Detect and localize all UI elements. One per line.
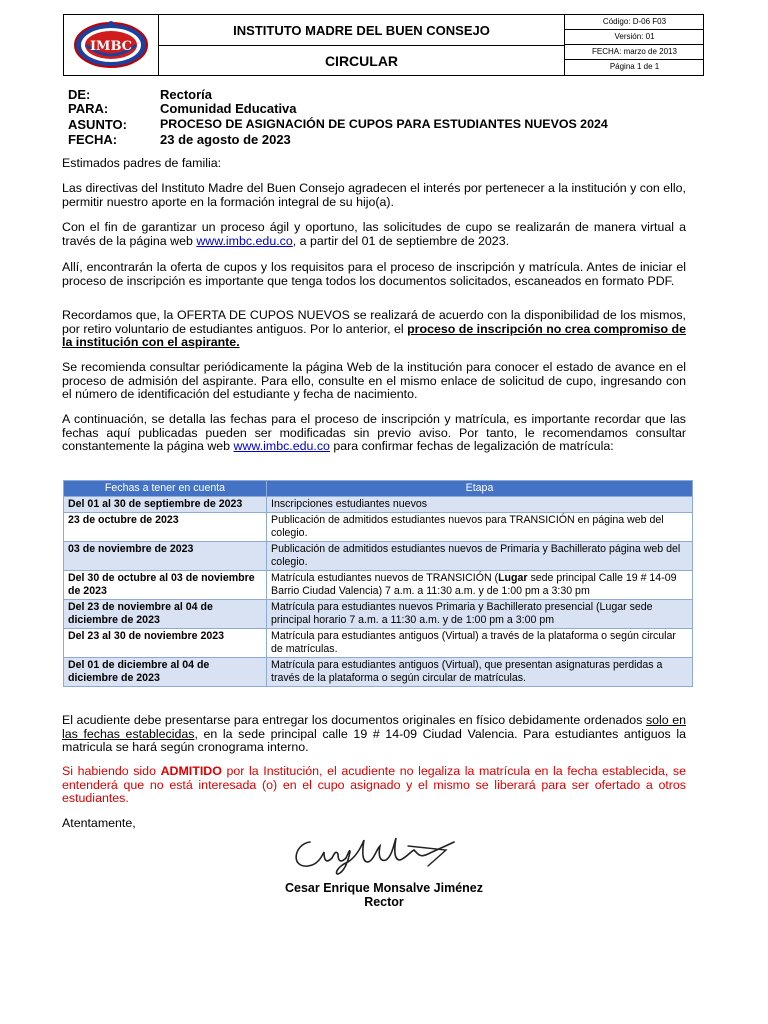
- table-row: [64, 658, 693, 687]
- paragraph-7-underline: solo en las fechas establecidas: [62, 713, 686, 741]
- row-stage: Matrícula para estudiantes nuevos Primaria y Bachillerato presencial (Lugar sede principal horario 7 a.m. a 11:30 a.m. y de 1:00 pm a 3:00 pm: [267, 600, 693, 629]
- doc-page: Página 1 de 1: [609, 62, 660, 71]
- paragraph-4-emphasis: proceso de inscripción no crea compromiso de la institución con el aspirante.: [62, 321, 686, 350]
- row-stage-text-end: sede principal Calle 19 # 14-09 Barrio Ciudad Valencia) 7 a.m. a 11:30 a.m. y de 1:00 pm a 3:30 pm: [271, 572, 677, 597]
- closing: Atentamente,: [62, 816, 136, 830]
- paragraph-4: [62, 309, 686, 350]
- memo-asunto-value: PROCESO DE ASIGNACIÓN DE CUPOS PARA ESTUDIANTES NUEVOS 2024: [160, 117, 608, 131]
- row-stage: Matrícula para estudiantes antiguos (Virtual) a través de la plataforma o según circular de matrículas.: [267, 629, 693, 658]
- row-stage-text: Matrícula estudiantes nuevos de TRANSICIÓN (: [271, 572, 499, 584]
- signer-title: Rector: [364, 895, 404, 909]
- table-row: [64, 542, 693, 571]
- memo-para-label: PARA:: [68, 101, 109, 116]
- logo-cell: [64, 15, 159, 75]
- row-date: Del 23 de noviembre al 04 de diciembre de 2023: [64, 600, 267, 629]
- row-date: 23 de octubre de 2023: [64, 513, 267, 542]
- table-row: [64, 513, 693, 542]
- greeting: Estimados padres de familia:: [62, 156, 222, 170]
- row-date: Del 30 de octubre al 03 de noviembre de 2023: [64, 571, 267, 600]
- website-link[interactable]: www.imbc.edu.co: [196, 233, 293, 248]
- paragraph-1: Las directivas del Instituto Madre del Buen Consejo agradecen el interés por pertenecer a la institución y con ello, permitir nuestro aporte en la formación integral de su hijo(a).: [62, 181, 686, 209]
- column-header-dates: Fechas a tener en cuenta: [64, 481, 267, 497]
- paragraph-8-warning: [62, 765, 686, 806]
- handwritten-signature: [288, 828, 458, 880]
- memo-fecha-label: FECHA:: [68, 132, 118, 147]
- document-type: CIRCULAR: [324, 53, 399, 69]
- paragraph-3: Allí, encontrarán la oferta de cupos y los requisitos para el proceso de inscripción y matrícula. Antes de iniciar el proceso de inscripción es importante que tenga todos los documentos solicitados, escaneados en formato PDF.: [62, 260, 686, 288]
- table-row: [64, 600, 693, 629]
- row-date: Del 01 de diciembre al 04 de diciembre de 2023: [64, 658, 267, 687]
- memo-asunto-label: ASUNTO:: [68, 117, 127, 132]
- paragraph-6: [62, 413, 686, 454]
- paragraph-8-emphasis: ADMITIDO: [160, 764, 222, 778]
- table-row: [64, 629, 693, 658]
- paragraph-6-text: A continuación, se detalla las fechas para el proceso de inscripción y matrícula, es importante recordar que las fechas aquí publicadas pueden ser modificadas sin previo aviso. Por tanto, le recomendamos consultar constantemente la página web: [62, 412, 686, 454]
- document-header: [63, 14, 704, 76]
- doc-code: Código: D-06 F03: [565, 15, 704, 30]
- row-stage-bold: Lugar: [498, 572, 528, 584]
- paragraph-8-text: Si habiendo sido: [62, 764, 161, 778]
- memo-para-value: Comunidad Educativa: [160, 101, 297, 116]
- row-date: 03 de noviembre de 2023: [64, 542, 267, 571]
- signer-name: Cesar Enrique Monsalve Jiménez: [285, 881, 483, 895]
- row-stage: Matrícula para estudiantes antiguos (Virtual), que presentan asignaturas perdidas a través de la plataforma o según circular de matrículas.: [267, 658, 693, 687]
- paragraph-7-end: , en la sede principal calle 19 # 14-09 Ciudad Valencia. Para estudiantes antiguos la matricula se hará según cronograma interno.: [62, 726, 686, 755]
- paragraph-8-end: por la Institución, el acudiente no legaliza la matrícula en la fecha establecida, se entenderá que no está interesada (o) en el cupo asignado y el mismo se liberará para ser ofertado a otros estudiantes.: [62, 764, 686, 806]
- memo-de-value: Rectoría: [160, 87, 213, 102]
- paragraph-2-end: , a partir del 01 de septiembre de 2023.: [292, 233, 510, 248]
- institution-logo: [64, 15, 159, 75]
- paragraph-2: [62, 221, 686, 248]
- paragraph-5: Se recomienda consultar periódicamente la página Web de la institución para conocer el estado de avance en el proceso de admisión del aspirante. Para ello, consulte en el mismo enlace de solicitud de cupo, ingresando con el número de identificación del estudiante y fecha de nacimiento.: [62, 360, 686, 402]
- doc-date: FECHA: marzo de 2013: [565, 45, 704, 60]
- website-link-2[interactable]: www.imbc.edu.co: [233, 439, 330, 454]
- row-stage: Inscripciones estudiantes nuevos: [267, 497, 693, 513]
- paragraph-4-text: Recordamos que, la OFERTA DE CUPOS NUEVOS se realizará de acuerdo con la disponibilidad de los mismos, por retiro voluntario de estudiantes antiguos. Por lo anterior, el: [62, 308, 686, 336]
- row-stage: Publicación de admitidos estudiantes nuevos de Primaria y Bachillerato página web del colegio.: [267, 542, 693, 571]
- paragraph-7: [62, 714, 686, 755]
- paragraph-6-end: para confirmar fechas de legalización de matrícula:: [329, 439, 614, 454]
- table-row: [64, 571, 693, 600]
- paragraph-2-text: Con el fin de garantizar un proceso ágil y oportuno, las solicitudes de cupo se realizarán de manera virtual a través de la página web: [62, 220, 686, 248]
- header-meta: [565, 15, 704, 75]
- schedule-table: [63, 480, 693, 687]
- memo-de-label: DE:: [68, 87, 91, 102]
- doc-version: Versión: 01: [565, 30, 704, 45]
- table-header-row: [64, 481, 693, 497]
- row-stage: Publicación de admitidos estudiantes nuevos para TRANSICIÓN en página web del colegio.: [267, 513, 693, 542]
- logo-text: IMBC: [89, 39, 133, 54]
- institution-name: INSTITUTO MADRE DEL BUEN CONSEJO: [159, 15, 564, 46]
- column-header-stage: Etapa: [267, 481, 693, 497]
- table-row: [64, 497, 693, 513]
- row-date: Del 23 al 30 de noviembre 2023: [64, 629, 267, 658]
- row-stage: [267, 571, 693, 600]
- header-title-cell: [159, 15, 565, 75]
- memo-fecha-value: 23 de agosto de 2023: [160, 132, 291, 147]
- paragraph-7-text: El acudiente debe presentarse para entregar los documentos originales en físico debidamente ordenados: [62, 713, 646, 727]
- row-date: Del 01 al 30 de septiembre de 2023: [64, 497, 267, 513]
